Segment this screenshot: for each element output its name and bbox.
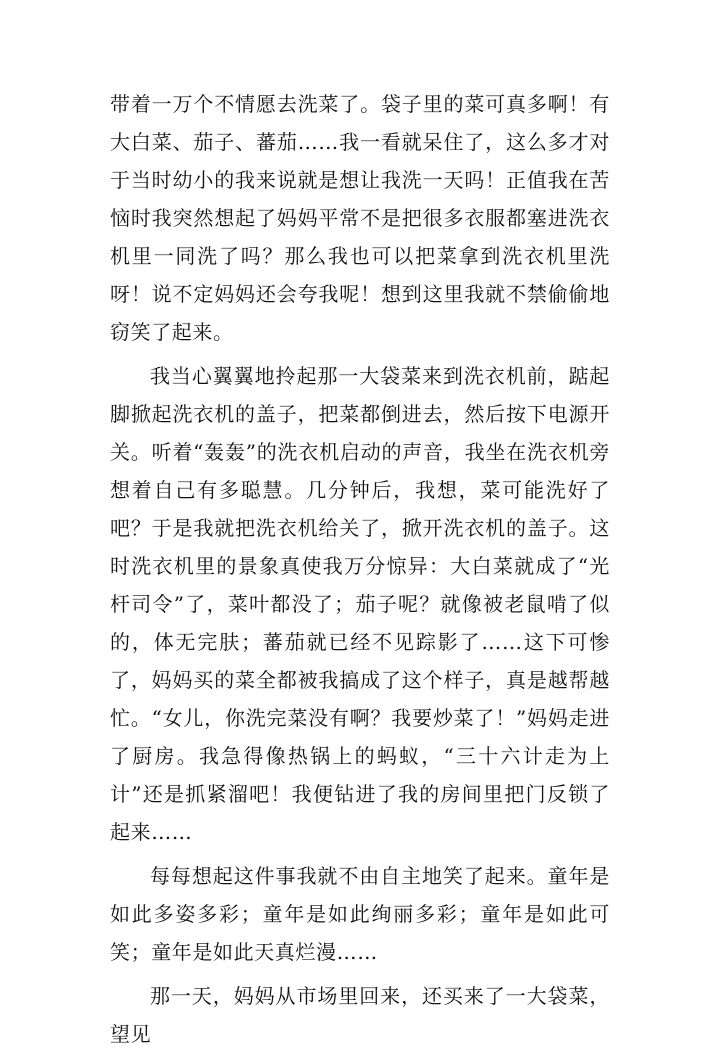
document-body — [110, 85, 610, 1059]
paragraph-3: 每每想起这件事我就不由自主地笑了起来。童年是如此多姿多彩；童年是如此绚丽多彩；童年是如此可笑；童年是如此天真烂漫…… — [110, 864, 610, 964]
paragraph-2: 我当心翼翼地拎起那一大袋菜来到洗衣机前，踮起脚掀起洗衣机的盖子，把菜都倒进去，然后按下电源开关。听着“轰轰”的洗衣机启动的声音，我坐在洗衣机旁想着自己有多聪慧。几分钟后，我想，菜可能洗好了吧？于是我就把洗衣机给关了，掀开洗衣机的盖子。这时洗衣机里的景象真使我万分惊异：大白菜就成了“光杆司令”了，菜叶都没了；茄子呢？就像被老鼠啃了似的，体无完肤；蕃茄就已经不见踪影了……这下可惨了，妈妈买的菜全都被我搞成了这个样子，真是越帮越忙。“女儿，你洗完菜没有啊？我要炒菜了！”妈妈走进了厨房。我急得像热锅上的蚂蚁，“三十六计走为上计”还是抓紧溜吧！我便钻进了我的房间里把门反锁了起来…… — [110, 364, 610, 844]
paragraph-1: 带着一万个不情愿去洗菜了。袋子里的菜可真多啊！有大白菜、茄子、蕃茄……我一看就呆住了，这么多才对于当时幼小的我来说就是想让我洗一天吗！正值我在苦恼时我突然想起了妈妈平常不是把很多衣服都塞进洗衣机里一同洗了吗？那么我也可以把菜拿到洗衣机里洗呀！说不定妈妈还会夸我呢！想到这里我就不禁偷偷地窃笑了起来。 — [110, 92, 610, 344]
paragraph-4: 那一天，妈妈从市场里回来，还买来了一大袋菜，望见 — [110, 984, 610, 1046]
